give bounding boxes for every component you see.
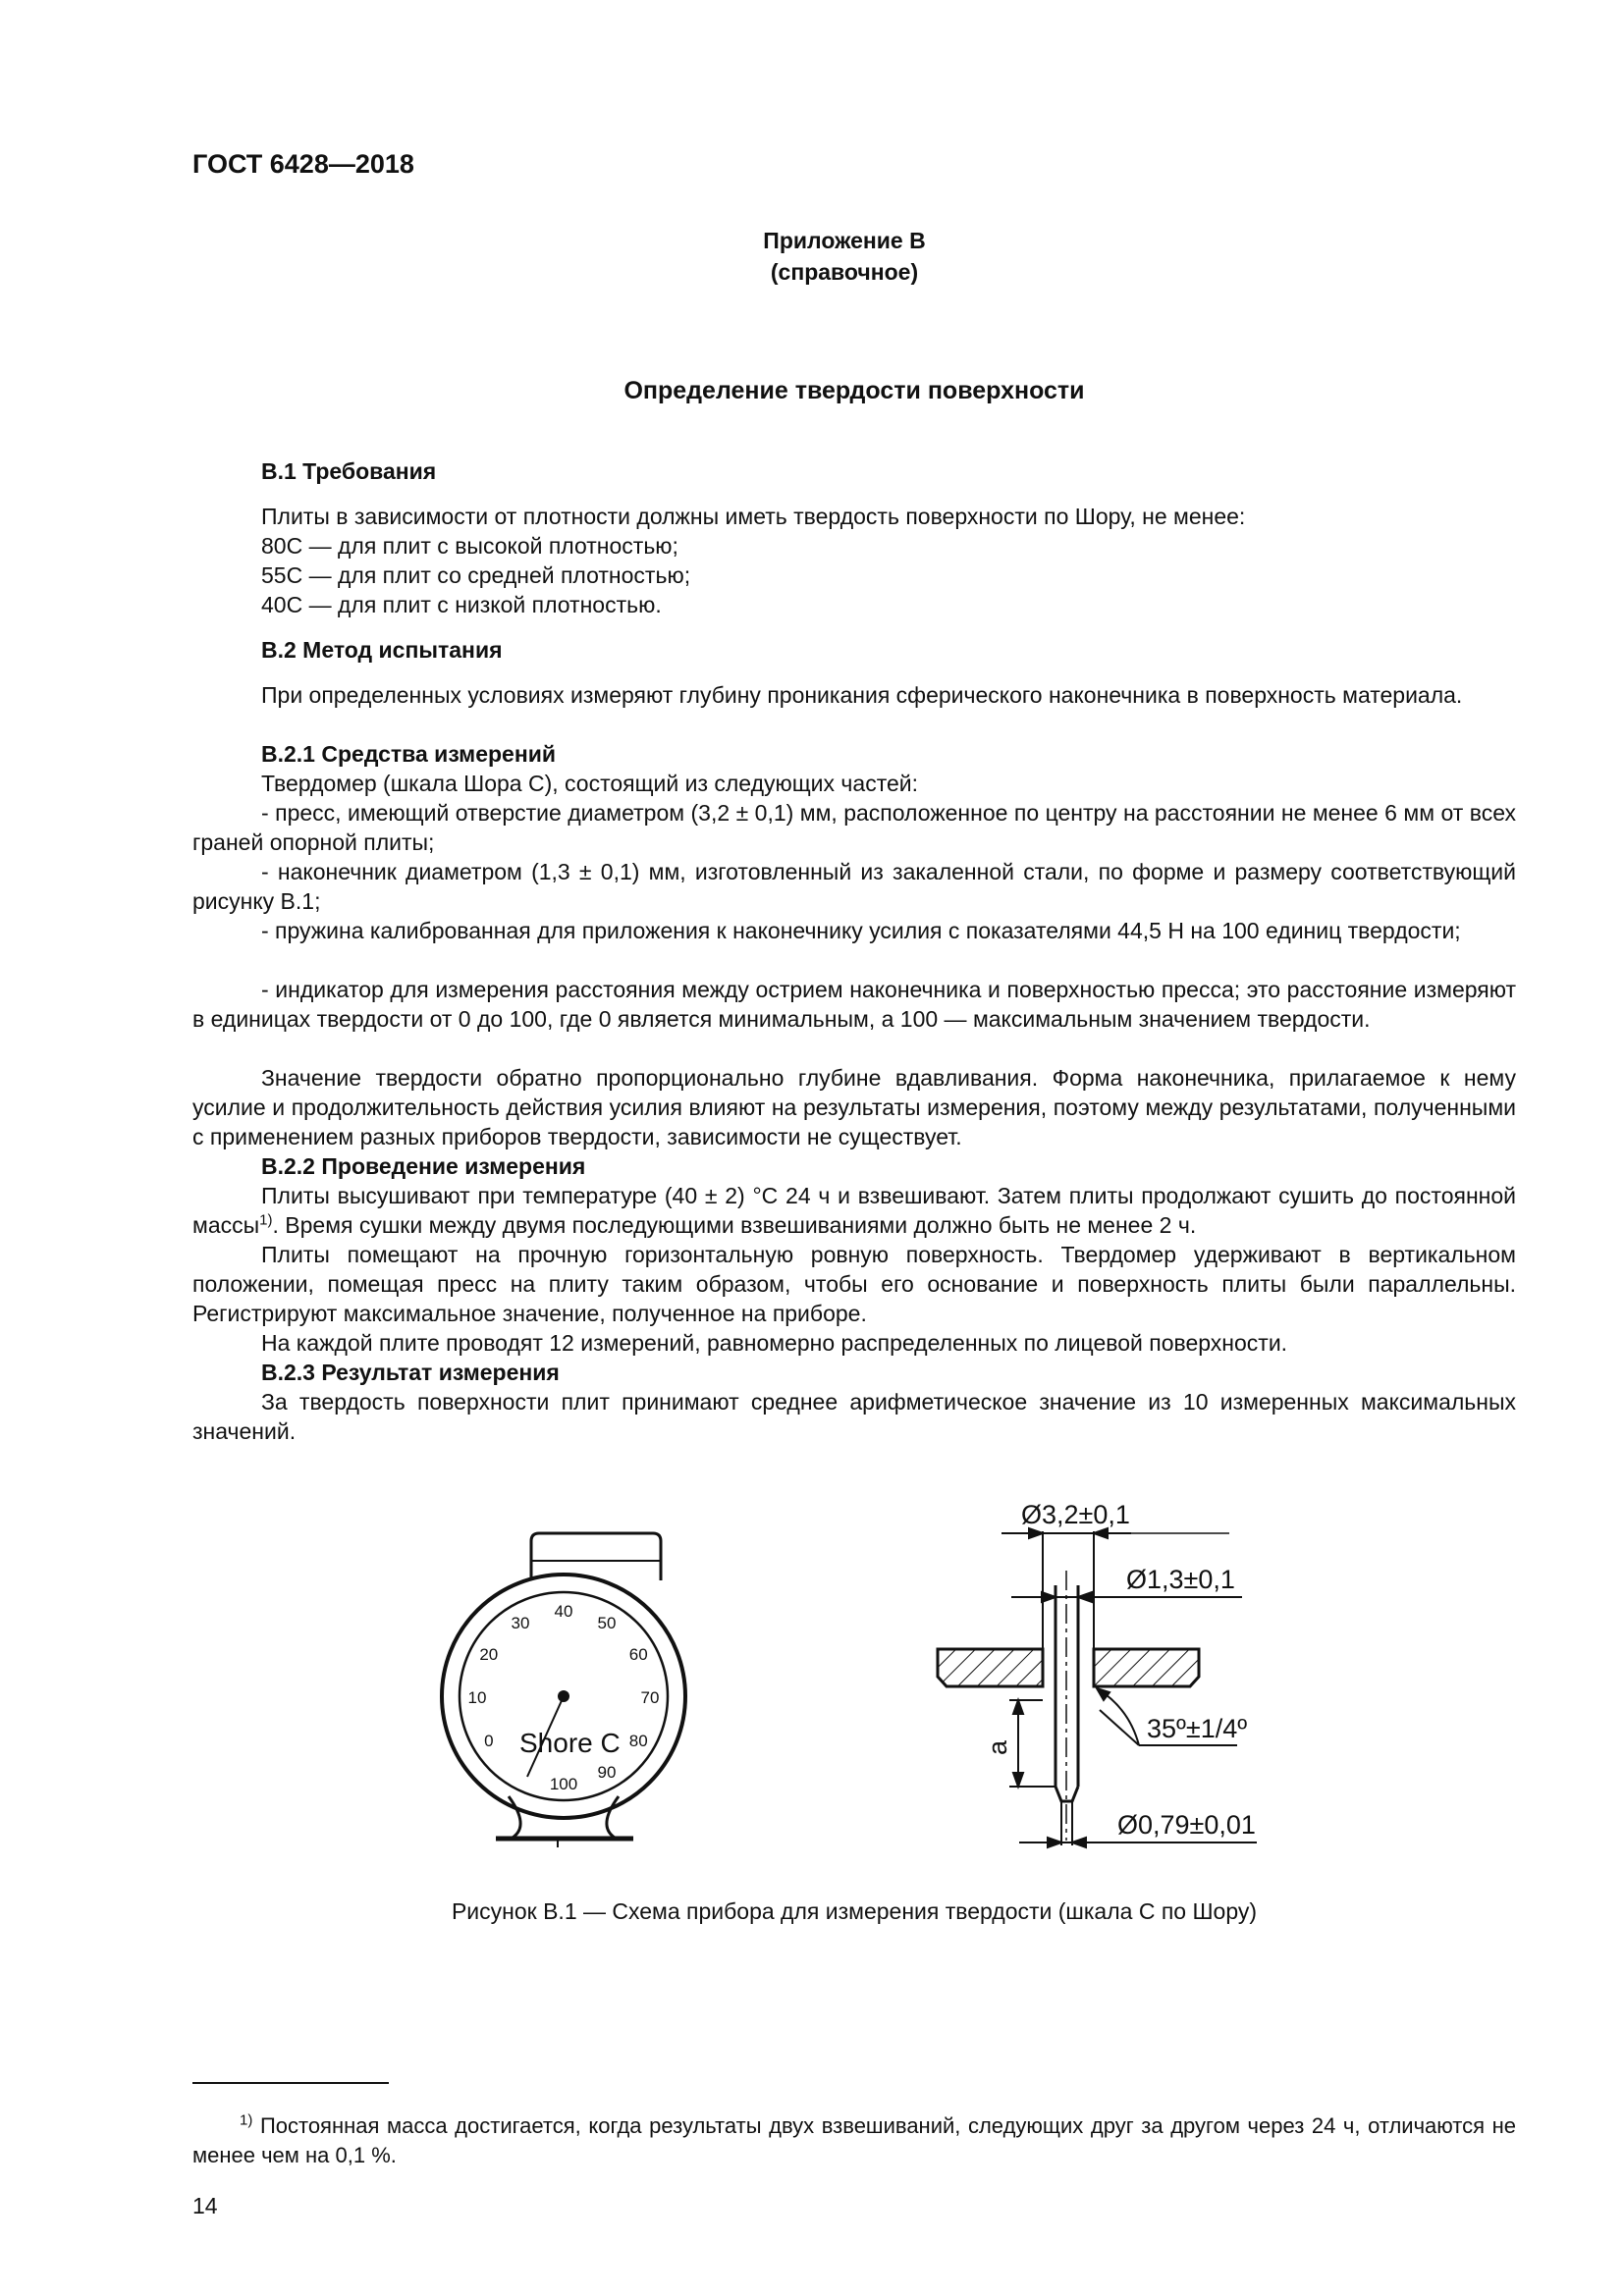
standard-code: ГОСТ 6428—2018 xyxy=(192,149,414,179)
section-b1-intro: Плиты в зависимости от плотности должны иметь твердость поверхности по Шору, не менее: xyxy=(261,504,1246,529)
text-run: Плиты высушивают при температуре (40 ± 2) °С 24 ч и взвешивают. Затем плиты продолжают сушить до постоянной массы xyxy=(192,1183,1516,1238)
section-b2-paragraph: При определенных условиях измеряют глубину проникания сферического наконечника в поверхность материала. xyxy=(261,682,1463,708)
dim-gap-a: a xyxy=(983,1739,1012,1755)
section-b21-heading: В.2.1 Средства измерений xyxy=(261,741,556,767)
section-b21-intro: Твердомер (шкала Шора С), состоящий из следующих частей: xyxy=(261,771,918,796)
section-b1-item: 40С — для плит с низкой плотностью. xyxy=(261,592,662,617)
appendix-label: Приложение В xyxy=(763,228,926,253)
footnote-text: Постоянная масса достигается, когда результаты двух взвешиваний, следующих друг за другом через 24 ч, отличаются не менее чем на 0,1 %. xyxy=(192,2113,1516,2167)
section-b1-item: 80С — для плит с высокой плотностью; xyxy=(261,533,678,559)
footnote xyxy=(192,2111,1516,2170)
figure-b1 xyxy=(0,1463,1624,1875)
gauge-tick-label: 60 xyxy=(628,1645,648,1664)
text-run: . Время сушки между двумя последующими взвешиваниями должно быть не менее 2 ч. xyxy=(272,1212,1197,1238)
section-b21-item: - пружина калиброванная для приложения к наконечнику усилия с показателями 44,5 Н на 100 единиц твердости; xyxy=(261,918,1461,943)
dim-angle: 35º±1/4º xyxy=(1147,1714,1248,1743)
page-number: 14 xyxy=(192,2193,218,2218)
gauge-tick-label: 0 xyxy=(484,1732,494,1750)
appendix-kind: (справочное) xyxy=(770,259,919,285)
section-b1-item: 55С — для плит со средней плотностью; xyxy=(261,562,691,588)
footnote-ref[interactable]: 1) xyxy=(259,1211,273,1229)
dim-tip-diameter: Ø1,3±0,1 xyxy=(1126,1565,1235,1594)
gauge-tick-label: 80 xyxy=(628,1732,648,1750)
section-b21-item: - индикатор для измерения расстояния между острием наконечника и поверхностью пресса; это расстояние измеряют в единицах твердости от 0 до 100, где 0 является минимальным, а 100 — максимальным значением твердости. xyxy=(192,977,1516,1032)
section-b21-item: - наконечник диаметром (1,3 ± 0,1) мм, изготовленный из закаленной стали, по форме и размеру соответствующий рисунку В.1; xyxy=(192,859,1516,914)
section-b22-paragraph xyxy=(192,1181,1516,1240)
section-b2-heading: В.2 Метод испытания xyxy=(261,637,503,663)
gauge-tick-label: 100 xyxy=(549,1775,578,1793)
section-b22-paragraph: Плиты помещают на прочную горизонтальную ровную поверхность. Твердомер удерживают в вертикальном положении, помещая пресс на плиту таким образом, чтобы его основание и поверхность плиты были параллельны. Регистрируют максимальное значение, полученное на приборе. xyxy=(192,1242,1516,1326)
gauge-tick-label: 10 xyxy=(467,1688,487,1707)
footnote-mark: 1) xyxy=(240,2111,253,2129)
gauge-tick-label: 20 xyxy=(479,1645,499,1664)
footnote-separator xyxy=(192,2082,389,2084)
dim-end-diameter: Ø0,79±0,01 xyxy=(1117,1810,1256,1840)
section-b1-heading: В.1 Требования xyxy=(261,458,437,484)
section-b21-paragraph: Значение твердости обратно пропорционально глубине вдавливания. Форма наконечника, прилагаемое к нему усилие и продолжительность действия усилия влияют на результаты измерения, поэтому между результатами, полученными с применением разных приборов твердости, зависимости не существует. xyxy=(192,1065,1516,1149)
dim-hole-diameter: Ø3,2±0,1 xyxy=(1021,1500,1130,1529)
indenter-drawing xyxy=(938,1571,1199,1841)
figure-caption: Рисунок В.1 — Схема прибора для измерения твердости (шкала С по Шору) xyxy=(451,1898,1258,1924)
gauge-scale-label: Shore C xyxy=(519,1728,621,1758)
section-b22-heading: В.2.2 Проведение измерения xyxy=(261,1153,586,1179)
section-b23-heading: В.2.3 Результат измерения xyxy=(261,1360,560,1385)
gauge-tick-label: 40 xyxy=(554,1602,573,1621)
gauge-tick-label: 30 xyxy=(511,1613,530,1632)
page-title: Определение твердости поверхности xyxy=(623,377,1085,404)
gauge-tick-label: 50 xyxy=(597,1613,617,1632)
section-b21-item: - пресс, имеющий отверстие диаметром (3,2 ± 0,1) мм, расположенное по центру на расстоянии не менее 6 мм от всех граней опорной плиты; xyxy=(192,800,1516,855)
gauge-tick-label: 90 xyxy=(597,1763,617,1783)
section-b22-paragraph: На каждой плите проводят 12 измерений, равномерно распределенных по лицевой поверхности. xyxy=(261,1330,1288,1356)
gauge-tick-label: 70 xyxy=(640,1688,660,1707)
section-b23-paragraph: За твердость поверхности плит принимают среднее арифметическое значение из 10 измеренных максимальных значений. xyxy=(192,1389,1516,1444)
